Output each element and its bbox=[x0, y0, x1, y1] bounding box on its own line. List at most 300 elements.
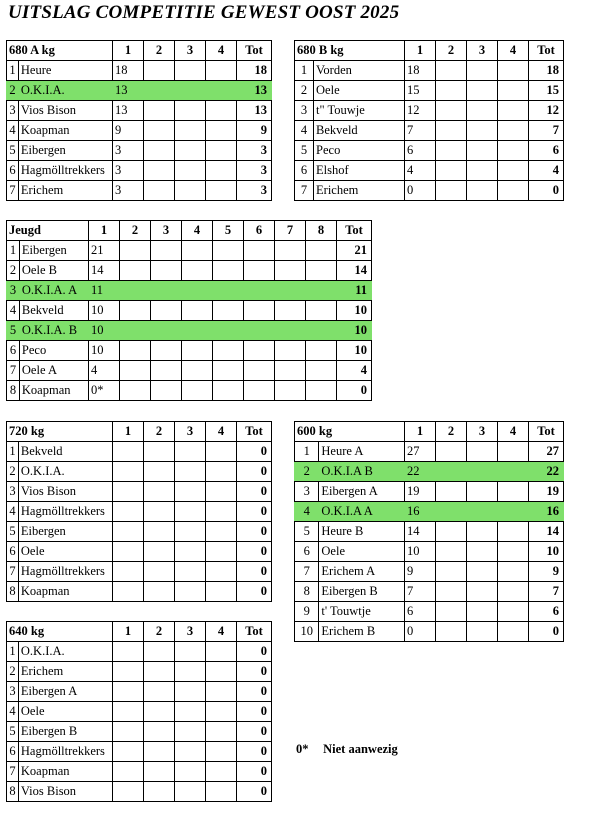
table-row bbox=[7, 101, 272, 121]
total-cell: 0 bbox=[237, 502, 272, 522]
round-header: 1 bbox=[113, 41, 144, 61]
round-score-cell bbox=[244, 301, 275, 321]
round-score-cell bbox=[498, 562, 529, 582]
total-cell: 22 bbox=[529, 462, 564, 482]
table-row bbox=[295, 181, 564, 201]
table-row bbox=[7, 522, 272, 542]
round-score-cell bbox=[113, 722, 144, 742]
round-score-cell bbox=[120, 261, 151, 281]
round-score-cell bbox=[213, 321, 244, 341]
round-score-cell bbox=[144, 742, 175, 762]
round-score-cell bbox=[113, 542, 144, 562]
round-score-cell bbox=[275, 321, 306, 341]
rank-cell: 2 bbox=[7, 81, 19, 101]
round-score-cell: 10 bbox=[89, 341, 120, 361]
team-name-cell: Vorden bbox=[314, 61, 405, 81]
round-header: 2 bbox=[144, 622, 175, 642]
rank-cell: 5 bbox=[295, 141, 314, 161]
total-cell: 0 bbox=[529, 622, 564, 642]
table-row bbox=[7, 81, 272, 101]
total-cell: 3 bbox=[237, 161, 272, 181]
round-score-cell bbox=[144, 702, 175, 722]
table-row bbox=[295, 502, 564, 522]
round-score-cell bbox=[244, 341, 275, 361]
round-score-cell bbox=[113, 562, 144, 582]
page-title: UITSLAG COMPETITIE GEWEST OOST 2025 bbox=[8, 2, 400, 23]
round-score-cell bbox=[436, 181, 467, 201]
table-680-b-kg bbox=[294, 40, 564, 201]
round-score-cell bbox=[175, 161, 206, 181]
round-score-cell bbox=[182, 361, 213, 381]
round-score-cell: 4 bbox=[405, 161, 436, 181]
table-row bbox=[295, 141, 564, 161]
round-score-cell bbox=[206, 662, 237, 682]
team-name-cell: Heure bbox=[18, 61, 112, 81]
rank-cell: 2 bbox=[7, 662, 19, 682]
table-row bbox=[7, 662, 272, 682]
round-score-cell bbox=[151, 241, 182, 261]
total-cell: 0 bbox=[237, 442, 272, 462]
round-score-cell bbox=[206, 161, 237, 181]
round-score-cell bbox=[151, 341, 182, 361]
round-score-cell bbox=[275, 361, 306, 381]
team-name-cell: Koapman bbox=[18, 582, 112, 602]
round-score-cell: 11 bbox=[89, 281, 120, 301]
round-score-cell bbox=[182, 281, 213, 301]
table-600-kg bbox=[294, 421, 564, 642]
round-score-cell bbox=[436, 161, 467, 181]
table-row bbox=[295, 522, 564, 542]
rank-cell: 3 bbox=[295, 101, 314, 121]
rank-cell: 3 bbox=[7, 682, 19, 702]
total-cell: 3 bbox=[237, 141, 272, 161]
round-header: 1 bbox=[89, 221, 120, 241]
team-name-cell: O.K.I.A. bbox=[18, 462, 112, 482]
round-score-cell bbox=[113, 782, 144, 802]
total-cell: 19 bbox=[529, 482, 564, 502]
round-score-cell bbox=[144, 101, 175, 121]
round-score-cell bbox=[244, 321, 275, 341]
table-category-name: 600 kg bbox=[295, 422, 405, 442]
total-header: Tot bbox=[237, 422, 272, 442]
rank-cell: 7 bbox=[7, 762, 19, 782]
round-score-cell bbox=[151, 381, 182, 401]
table-row bbox=[7, 482, 272, 502]
round-score-cell bbox=[144, 121, 175, 141]
round-score-cell bbox=[182, 341, 213, 361]
round-score-cell bbox=[498, 141, 529, 161]
round-score-cell bbox=[113, 462, 144, 482]
round-score-cell bbox=[120, 241, 151, 261]
round-score-cell bbox=[467, 462, 498, 482]
round-score-cell bbox=[306, 341, 337, 361]
round-score-cell: 4 bbox=[89, 361, 120, 381]
table-row bbox=[7, 682, 272, 702]
round-score-cell bbox=[213, 341, 244, 361]
total-header: Tot bbox=[337, 221, 372, 241]
round-score-cell bbox=[436, 462, 467, 482]
total-cell: 13 bbox=[237, 101, 272, 121]
round-score-cell bbox=[467, 141, 498, 161]
rank-cell: 6 bbox=[7, 341, 20, 361]
table-row bbox=[7, 281, 372, 301]
table-row bbox=[7, 241, 372, 261]
team-name-cell: O.K.I.A. B bbox=[19, 321, 88, 341]
round-score-cell bbox=[244, 241, 275, 261]
team-name-cell: O.K.I.A. bbox=[18, 642, 112, 662]
table-row bbox=[295, 562, 564, 582]
round-header: 6 bbox=[244, 221, 275, 241]
table-row bbox=[295, 622, 564, 642]
round-score-cell bbox=[206, 181, 237, 201]
total-header: Tot bbox=[529, 41, 564, 61]
team-name-cell: Eibergen bbox=[18, 522, 112, 542]
total-cell: 9 bbox=[237, 121, 272, 141]
rank-cell: 2 bbox=[7, 462, 19, 482]
total-cell: 10 bbox=[337, 321, 372, 341]
rank-cell: 1 bbox=[295, 61, 314, 81]
round-score-cell bbox=[206, 61, 237, 81]
round-score-cell bbox=[498, 542, 529, 562]
round-header: 8 bbox=[306, 221, 337, 241]
round-score-cell bbox=[151, 261, 182, 281]
round-score-cell bbox=[151, 361, 182, 381]
round-score-cell bbox=[144, 61, 175, 81]
team-name-cell: O.K.I.A. bbox=[18, 81, 112, 101]
table-row bbox=[7, 762, 272, 782]
round-score-cell: 13 bbox=[113, 101, 144, 121]
team-name-cell: Oele bbox=[18, 542, 112, 562]
round-score-cell bbox=[175, 61, 206, 81]
round-score-cell bbox=[498, 161, 529, 181]
table-header-row bbox=[7, 622, 272, 642]
total-header: Tot bbox=[237, 41, 272, 61]
round-score-cell: 0 bbox=[405, 181, 436, 201]
total-cell: 6 bbox=[529, 602, 564, 622]
table-680-a-kg bbox=[6, 40, 272, 201]
round-score-cell bbox=[206, 682, 237, 702]
team-name-cell: Oele bbox=[319, 542, 405, 562]
round-score-cell bbox=[175, 562, 206, 582]
rank-cell: 8 bbox=[7, 381, 20, 401]
round-score-cell bbox=[144, 502, 175, 522]
rank-cell: 7 bbox=[295, 562, 319, 582]
round-score-cell bbox=[306, 301, 337, 321]
total-cell: 0 bbox=[237, 542, 272, 562]
round-score-cell: 27 bbox=[405, 442, 436, 462]
round-score-cell bbox=[467, 181, 498, 201]
rank-cell: 5 bbox=[295, 522, 319, 542]
rank-cell: 3 bbox=[7, 482, 19, 502]
round-score-cell: 6 bbox=[405, 602, 436, 622]
round-score-cell bbox=[206, 482, 237, 502]
round-header: 4 bbox=[182, 221, 213, 241]
team-name-cell: Erichem bbox=[18, 662, 112, 682]
table-jeugd bbox=[6, 220, 372, 401]
round-score-cell bbox=[467, 602, 498, 622]
round-score-cell bbox=[206, 462, 237, 482]
total-cell: 14 bbox=[529, 522, 564, 542]
rank-cell: 1 bbox=[7, 642, 19, 662]
table-row bbox=[7, 181, 272, 201]
round-score-cell bbox=[206, 702, 237, 722]
round-score-cell bbox=[213, 301, 244, 321]
round-score-cell bbox=[436, 101, 467, 121]
round-score-cell bbox=[498, 462, 529, 482]
table-row bbox=[7, 301, 372, 321]
team-name-cell: Bekveld bbox=[314, 121, 405, 141]
round-score-cell: 0 bbox=[405, 622, 436, 642]
round-score-cell bbox=[144, 81, 175, 101]
round-score-cell bbox=[175, 782, 206, 802]
team-name-cell: Koapman bbox=[18, 121, 112, 141]
total-header: Tot bbox=[529, 422, 564, 442]
round-header: 1 bbox=[405, 422, 436, 442]
round-score-cell bbox=[498, 442, 529, 462]
table-row bbox=[295, 542, 564, 562]
total-cell: 0 bbox=[237, 482, 272, 502]
team-name-cell: Koapman bbox=[18, 762, 112, 782]
round-score-cell bbox=[151, 301, 182, 321]
round-header: 2 bbox=[436, 422, 467, 442]
team-name-cell: Eibergen B bbox=[18, 722, 112, 742]
round-score-cell bbox=[113, 762, 144, 782]
round-score-cell: 7 bbox=[405, 121, 436, 141]
round-score-cell bbox=[436, 582, 467, 602]
team-name-cell: Erichem bbox=[314, 181, 405, 201]
team-name-cell: Eibergen bbox=[19, 241, 88, 261]
team-name-cell: Oele A bbox=[19, 361, 88, 381]
round-header: 3 bbox=[175, 41, 206, 61]
round-score-cell bbox=[436, 61, 467, 81]
team-name-cell: Hagmölltrekkers bbox=[18, 742, 112, 762]
total-cell: 15 bbox=[529, 81, 564, 101]
rank-cell: 6 bbox=[7, 161, 19, 181]
total-cell: 21 bbox=[337, 241, 372, 261]
round-header: 4 bbox=[498, 422, 529, 442]
rank-cell: 5 bbox=[7, 321, 20, 341]
total-cell: 4 bbox=[337, 361, 372, 381]
rank-cell: 7 bbox=[295, 181, 314, 201]
round-score-cell bbox=[306, 321, 337, 341]
table-row bbox=[295, 161, 564, 181]
table-category-name: 680 B kg bbox=[295, 41, 405, 61]
rank-cell: 4 bbox=[7, 301, 20, 321]
round-score-cell bbox=[467, 522, 498, 542]
team-name-cell: Bekveld bbox=[19, 301, 88, 321]
round-score-cell bbox=[175, 442, 206, 462]
team-name-cell: t' Touwtje bbox=[319, 602, 405, 622]
round-score-cell bbox=[213, 241, 244, 261]
round-header: 3 bbox=[175, 622, 206, 642]
rank-cell: 4 bbox=[7, 702, 19, 722]
team-name-cell: Heure B bbox=[319, 522, 405, 542]
round-header: 3 bbox=[151, 221, 182, 241]
round-score-cell bbox=[213, 361, 244, 381]
round-score-cell bbox=[175, 542, 206, 562]
table-category-name: 720 kg bbox=[7, 422, 113, 442]
team-name-cell: Vios Bison bbox=[18, 782, 112, 802]
round-score-cell bbox=[182, 241, 213, 261]
rank-cell: 4 bbox=[7, 502, 19, 522]
round-score-cell bbox=[206, 542, 237, 562]
round-score-cell bbox=[120, 281, 151, 301]
round-score-cell bbox=[306, 381, 337, 401]
round-score-cell bbox=[144, 181, 175, 201]
team-name-cell: Erichem bbox=[18, 181, 112, 201]
total-cell: 27 bbox=[529, 442, 564, 462]
round-score-cell: 18 bbox=[405, 61, 436, 81]
total-cell: 0 bbox=[237, 462, 272, 482]
round-score-cell bbox=[175, 81, 206, 101]
round-score-cell bbox=[436, 622, 467, 642]
table-row bbox=[7, 321, 372, 341]
round-score-cell bbox=[206, 762, 237, 782]
round-score-cell: 22 bbox=[405, 462, 436, 482]
total-cell: 14 bbox=[337, 261, 372, 281]
rank-cell: 7 bbox=[7, 361, 20, 381]
round-score-cell bbox=[120, 341, 151, 361]
table-720-kg bbox=[6, 421, 272, 602]
rank-cell: 4 bbox=[295, 121, 314, 141]
rank-cell: 10 bbox=[295, 622, 319, 642]
round-score-cell bbox=[498, 482, 529, 502]
round-score-cell bbox=[120, 321, 151, 341]
round-score-cell bbox=[175, 522, 206, 542]
team-name-cell: Oele bbox=[314, 81, 405, 101]
round-header: 1 bbox=[405, 41, 436, 61]
rank-cell: 8 bbox=[7, 782, 19, 802]
round-score-cell bbox=[151, 321, 182, 341]
round-header: 2 bbox=[436, 41, 467, 61]
table-row bbox=[7, 381, 372, 401]
round-score-cell bbox=[113, 582, 144, 602]
round-score-cell bbox=[206, 742, 237, 762]
total-header: Tot bbox=[237, 622, 272, 642]
table-row bbox=[295, 582, 564, 602]
round-score-cell bbox=[467, 81, 498, 101]
total-cell: 0 bbox=[237, 682, 272, 702]
total-cell: 0 bbox=[237, 702, 272, 722]
round-score-cell: 6 bbox=[405, 141, 436, 161]
round-header: 4 bbox=[206, 622, 237, 642]
rank-cell: 3 bbox=[7, 281, 20, 301]
round-score-cell bbox=[144, 482, 175, 502]
round-score-cell bbox=[244, 261, 275, 281]
rank-cell: 8 bbox=[7, 582, 19, 602]
round-score-cell bbox=[144, 642, 175, 662]
round-score-cell bbox=[144, 562, 175, 582]
round-score-cell: 7 bbox=[405, 582, 436, 602]
total-cell: 0 bbox=[237, 662, 272, 682]
table-row bbox=[7, 261, 372, 281]
rank-cell: 8 bbox=[295, 582, 319, 602]
round-score-cell bbox=[275, 381, 306, 401]
rank-cell: 6 bbox=[7, 542, 19, 562]
round-score-cell bbox=[175, 642, 206, 662]
round-score-cell bbox=[175, 702, 206, 722]
round-score-cell: 15 bbox=[405, 81, 436, 101]
round-score-cell bbox=[144, 462, 175, 482]
round-score-cell bbox=[113, 442, 144, 462]
table-row bbox=[7, 582, 272, 602]
round-header: 4 bbox=[498, 41, 529, 61]
total-cell: 10 bbox=[337, 341, 372, 361]
rank-cell: 5 bbox=[7, 722, 19, 742]
legend-symbol: 0* bbox=[296, 742, 309, 756]
round-score-cell bbox=[306, 281, 337, 301]
rank-cell: 6 bbox=[295, 542, 319, 562]
table-row bbox=[295, 61, 564, 81]
total-cell: 18 bbox=[529, 61, 564, 81]
team-name-cell: O.K.I.A. A bbox=[19, 281, 88, 301]
round-header: 2 bbox=[120, 221, 151, 241]
rank-cell: 1 bbox=[295, 442, 319, 462]
round-score-cell bbox=[206, 582, 237, 602]
round-score-cell bbox=[175, 502, 206, 522]
round-score-cell: 13 bbox=[113, 81, 144, 101]
rank-cell: 1 bbox=[7, 241, 20, 261]
round-score-cell bbox=[306, 361, 337, 381]
rank-cell: 2 bbox=[295, 462, 319, 482]
total-cell: 13 bbox=[237, 81, 272, 101]
round-score-cell bbox=[213, 281, 244, 301]
round-score-cell bbox=[206, 642, 237, 662]
table-header-row bbox=[295, 422, 564, 442]
table-row bbox=[7, 782, 272, 802]
total-cell: 0 bbox=[337, 381, 372, 401]
table-row bbox=[7, 61, 272, 81]
rank-cell: 4 bbox=[295, 502, 319, 522]
round-header: 2 bbox=[144, 422, 175, 442]
round-score-cell bbox=[151, 281, 182, 301]
round-score-cell bbox=[175, 482, 206, 502]
round-score-cell: 3 bbox=[113, 141, 144, 161]
round-score-cell: 0* bbox=[89, 381, 120, 401]
round-score-cell: 12 bbox=[405, 101, 436, 121]
round-score-cell bbox=[144, 662, 175, 682]
round-score-cell bbox=[436, 542, 467, 562]
round-score-cell bbox=[467, 161, 498, 181]
rank-cell: 7 bbox=[7, 562, 19, 582]
round-score-cell: 3 bbox=[113, 181, 144, 201]
round-score-cell bbox=[467, 582, 498, 602]
round-score-cell bbox=[498, 61, 529, 81]
round-score-cell bbox=[467, 61, 498, 81]
round-score-cell bbox=[436, 602, 467, 622]
team-name-cell: Vios Bison bbox=[18, 482, 112, 502]
round-score-cell bbox=[436, 442, 467, 462]
team-name-cell: Erichem B bbox=[319, 622, 405, 642]
round-score-cell bbox=[206, 442, 237, 462]
round-score-cell bbox=[498, 622, 529, 642]
total-cell: 7 bbox=[529, 121, 564, 141]
round-score-cell: 14 bbox=[405, 522, 436, 542]
total-cell: 0 bbox=[237, 782, 272, 802]
total-cell: 6 bbox=[529, 141, 564, 161]
legend-note bbox=[296, 742, 398, 757]
rank-cell: 3 bbox=[7, 101, 19, 121]
total-cell: 0 bbox=[237, 522, 272, 542]
total-cell: 4 bbox=[529, 161, 564, 181]
round-score-cell bbox=[306, 241, 337, 261]
round-score-cell bbox=[244, 361, 275, 381]
table-row bbox=[7, 442, 272, 462]
table-row bbox=[295, 442, 564, 462]
rank-cell: 5 bbox=[7, 522, 19, 542]
total-cell: 0 bbox=[529, 181, 564, 201]
round-score-cell bbox=[436, 81, 467, 101]
